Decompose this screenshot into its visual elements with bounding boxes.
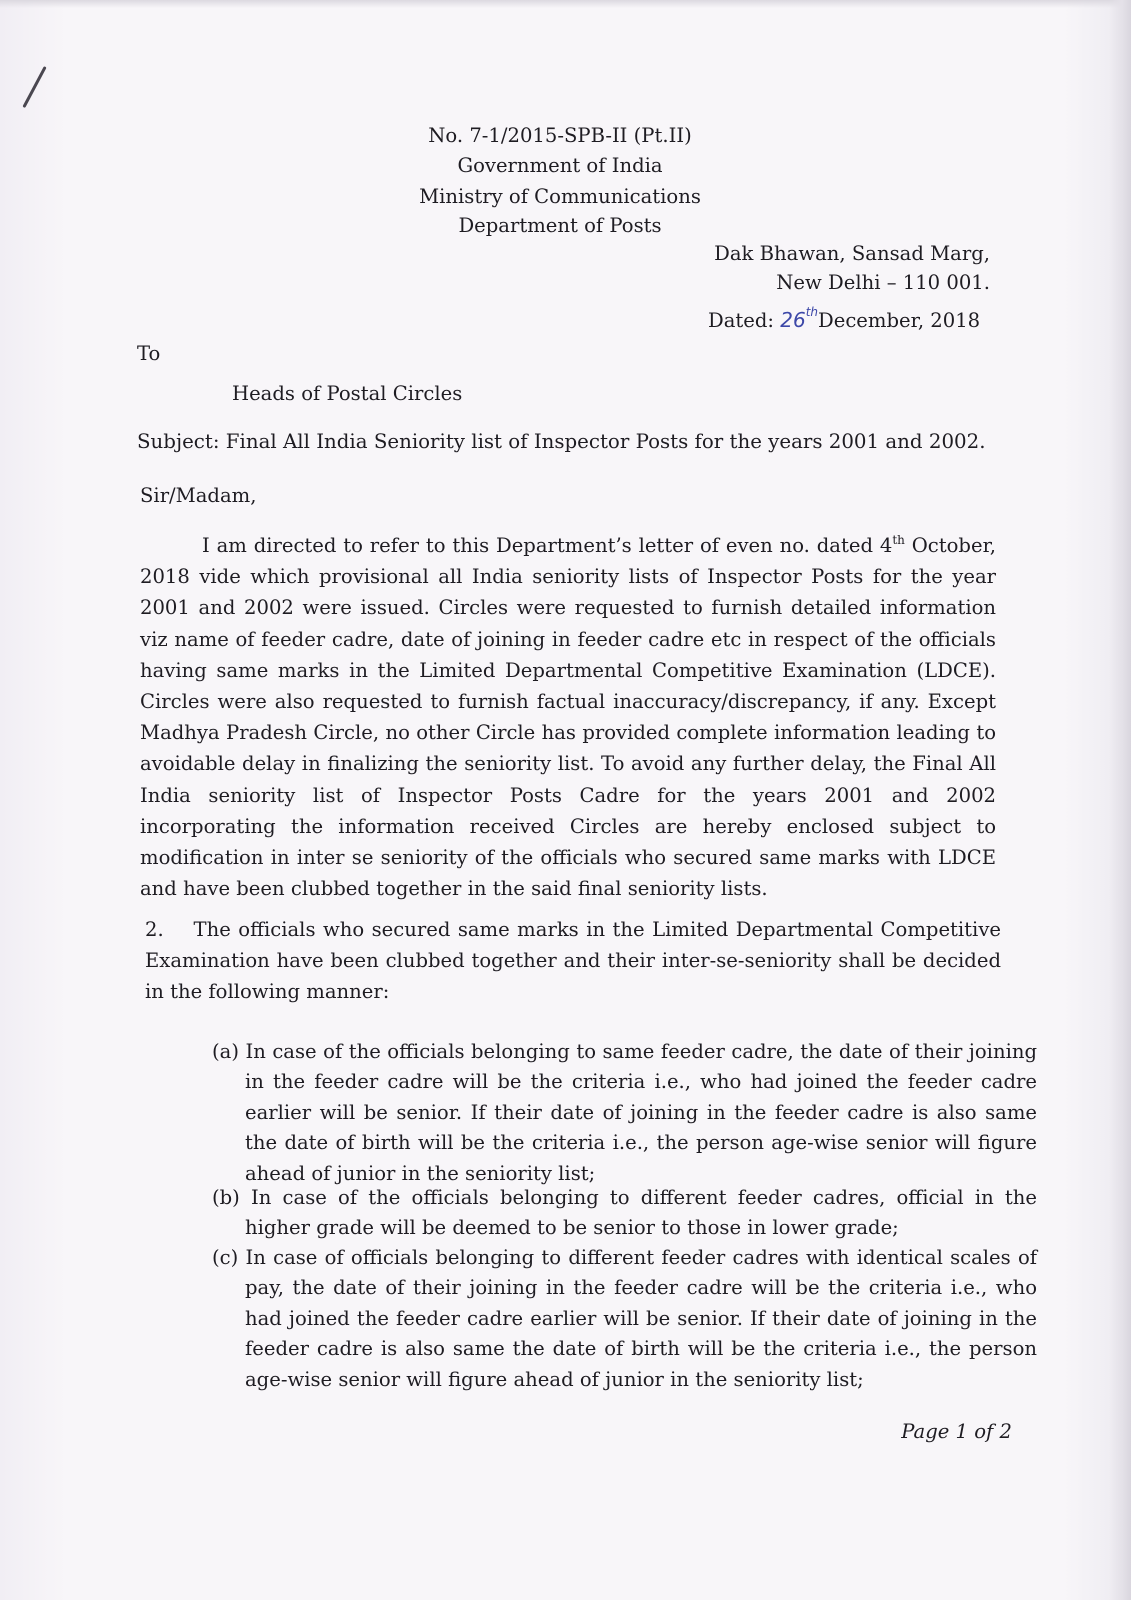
- list-item-b: (b) In case of the officials belonging to different feeder cadres, official in the higher grade will be deemed to be senior to those in lower grade;: [212, 1186, 1037, 1240]
- page-number: Page 1 of 2: [901, 1420, 1012, 1443]
- paragraph-1-part-1: I am directed to refer to this Department’s letter of even no. dated 4: [202, 534, 893, 557]
- paragraph-1-superscript: th: [892, 533, 905, 547]
- file-number: No. 7-1/2015-SPB-II (Pt.II): [428, 124, 692, 147]
- dated-label: Dated:: [708, 309, 775, 332]
- government-line: Government of India: [457, 154, 663, 177]
- page-top-edge: [0, 0, 1131, 8]
- department-line: Department of Posts: [458, 214, 662, 237]
- pen-mark: [22, 66, 46, 108]
- salutation: Sir/Madam,: [140, 484, 257, 507]
- dated-month-year: December, 2018: [818, 309, 981, 332]
- paragraph-2: 2. The officials who secured same marks in the Limited Departmental Competitive Examination have been clubbed together and their inter-se-seniority shall be decided in the following manner:: [145, 918, 1001, 1004]
- paragraph-1: [140, 525, 996, 904]
- handwritten-day: 26: [780, 308, 806, 332]
- page-right-edge: [1109, 0, 1131, 1600]
- paragraph-1-part-2: October, 2018 vide which provisional all India seniority lists of Inspector Posts for the year 2001 and 2002 were issued. Circles were requested to furnish detailed information viz name of feeder cadre, date of joining in feeder cadre etc in respect of the officials having same marks in the Limited Departmental Competitive Examination (LDCE). Circles were also requested to furnish factual inaccuracy/discrepancy, if any. Except Madhya Pradesh Circle, no other Circle has provided complete information leading to avoidable delay in finalizing the seniority list. To avoid any further delay, the Final All India seniority list of Inspector Posts Cadre for the years 2001 and 2002 incorporating the information received Circles are hereby enclosed subject to modification in inter se seniority of the officials who secured same marks with LDCE and have been clubbed together in the said final seniority lists.: [140, 534, 997, 901]
- list-item-a: (a) In case of the officials belonging to same feeder cadre, the date of their joining in the feeder cadre will be the criteria i.e., who had joined the feeder cadre earlier will be senior. If their date of joining in the feeder cadre is also same the date of birth will be the criteria i.e., the person age-wise senior will figure ahead of junior in the seniority list;: [212, 1040, 1037, 1185]
- handwritten-day-suffix: th: [805, 305, 819, 319]
- to-label: To: [137, 342, 161, 365]
- ministry-line: Ministry of Communications: [419, 185, 701, 208]
- address-line-1: Dak Bhawan, Sansad Marg,: [714, 242, 990, 265]
- address-line-2: New Delhi – 110 001.: [776, 271, 990, 294]
- addressee: Heads of Postal Circles: [232, 382, 463, 405]
- list-item-c: (c) In case of officials belonging to different feeder cadres with identical scales of pay, the date of their joining in the feeder cadre will be the criteria i.e., who had joined the feeder cadre earlier will be senior. If their date of joining in the feeder cadre is also same the date of birth will be the criteria i.e., the person age-wise senior will figure ahead of junior in the seniority list;: [212, 1246, 1037, 1391]
- subject-line: Subject: Final All India Seniority list of Inspector Posts for the years 2001 and 2002.: [137, 430, 986, 453]
- dated-line: [708, 300, 980, 333]
